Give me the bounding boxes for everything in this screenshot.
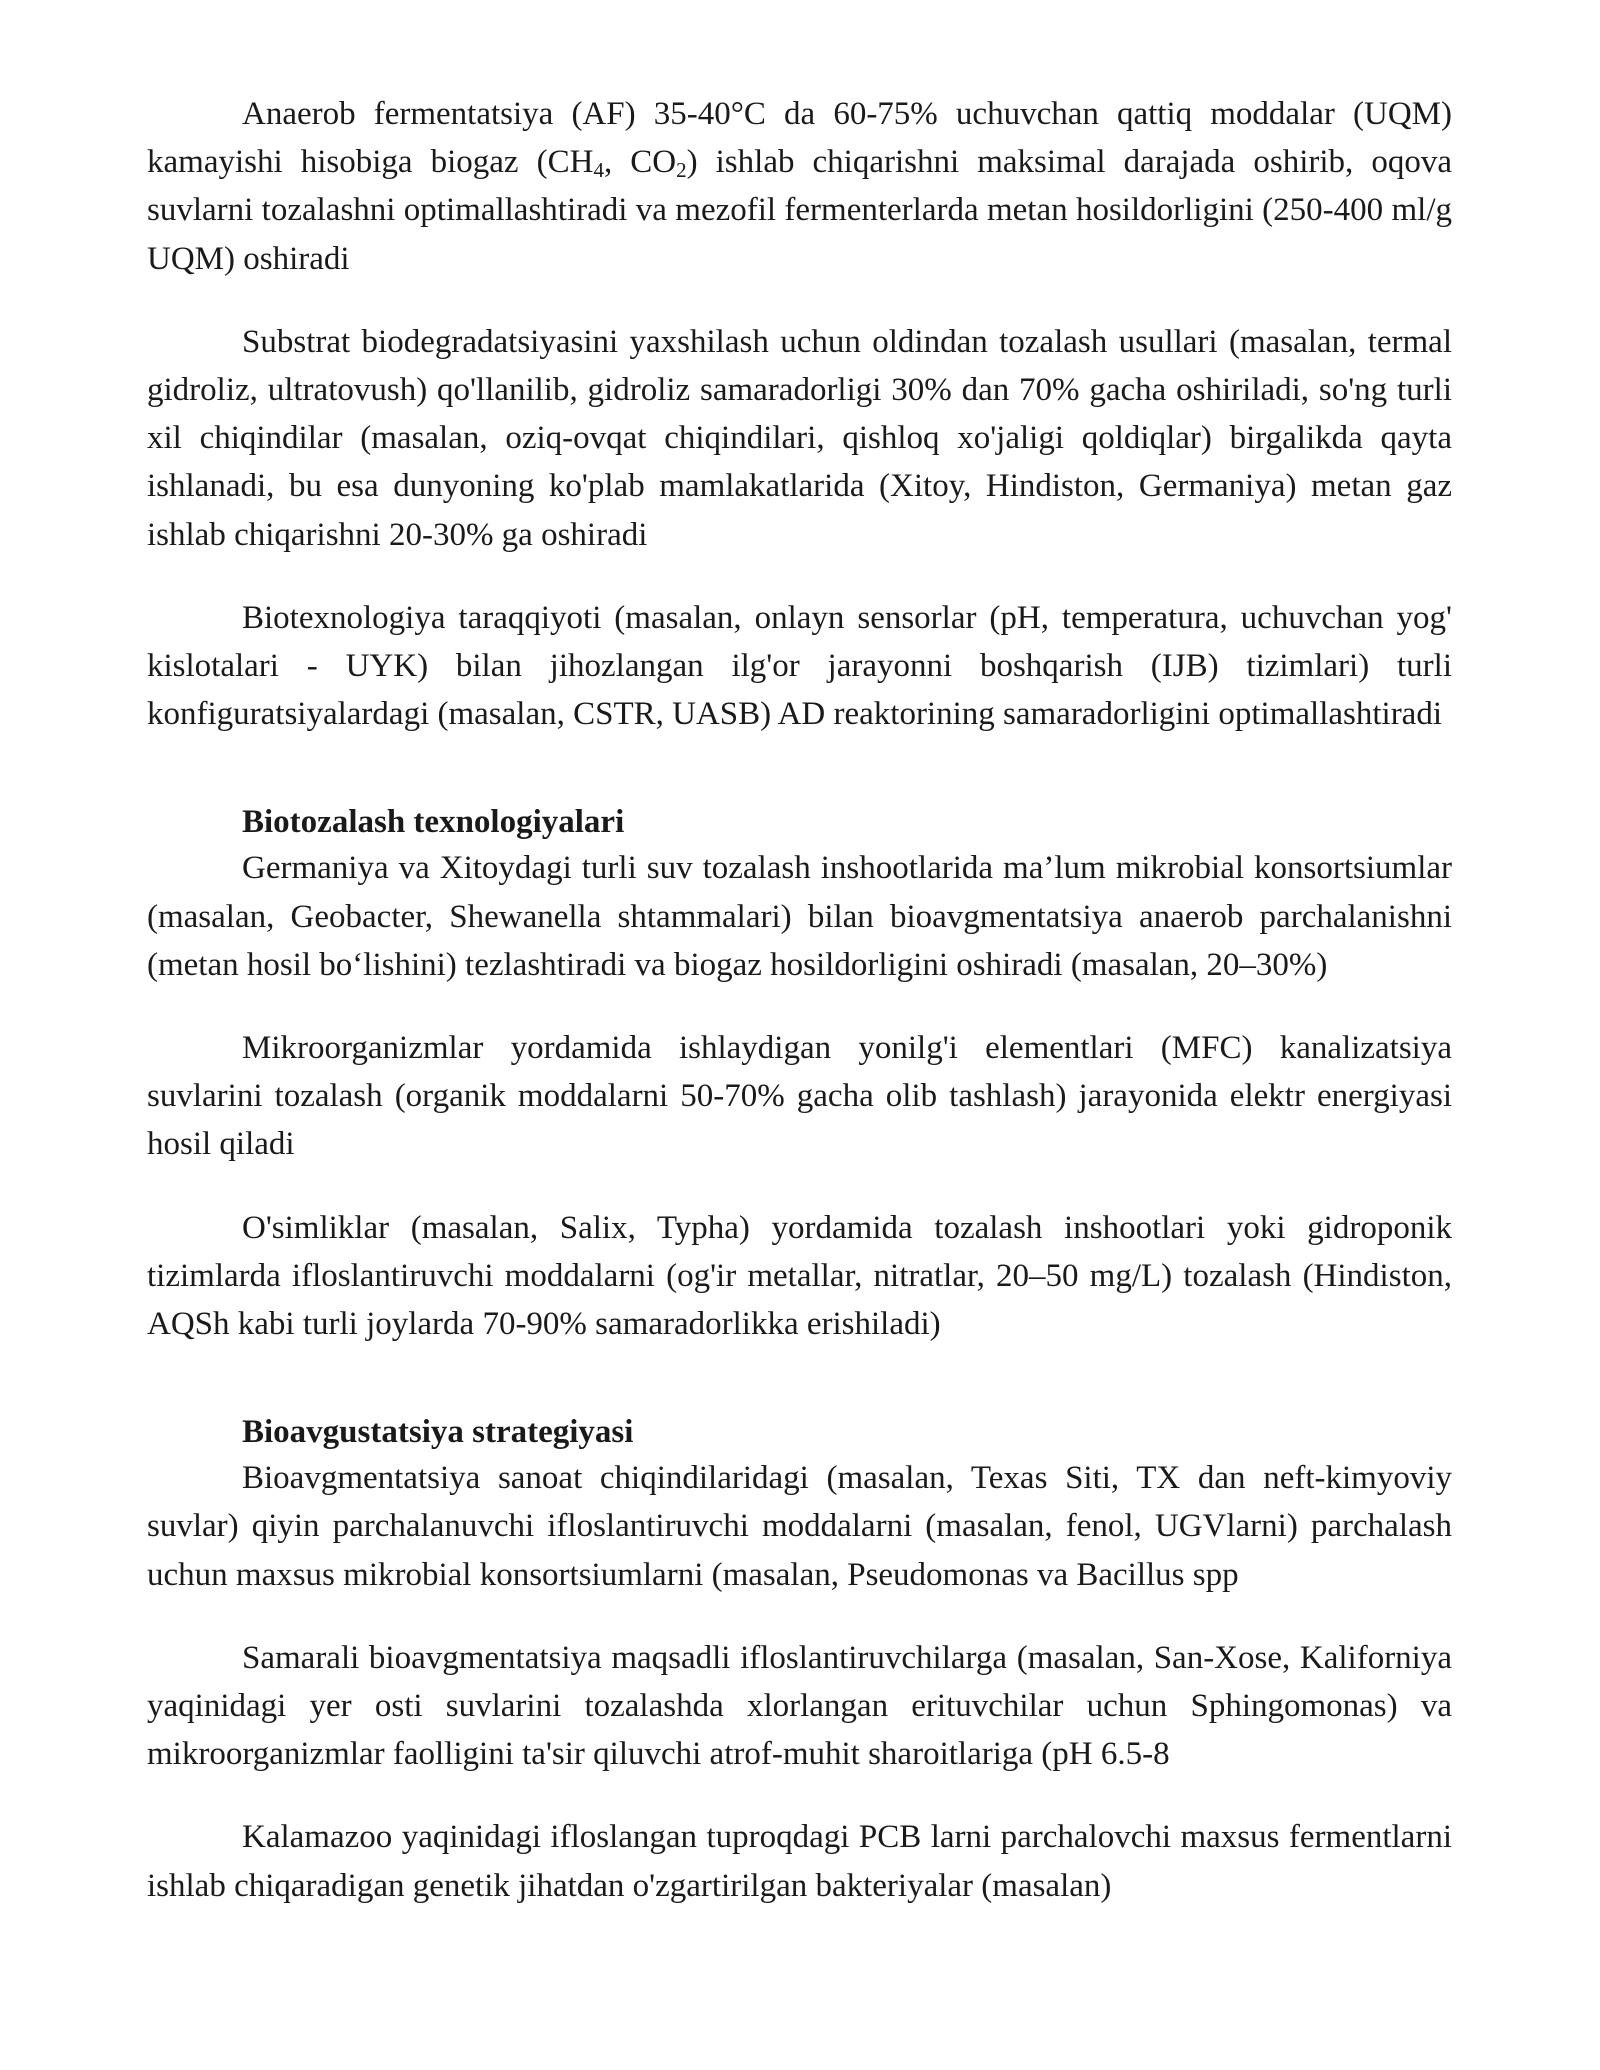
subscript-4: 4 [593,158,604,183]
paragraph-mfc: Mikroorganizmlar yordamida ishlaydigan yonilg'i elementlari (MFC) kanalizatsiya suvlarini tozalash (organik moddalarni 50-70% gacha olib tashlash) jarayonida elektr energiyasi hosil qiladi [147,1030,1452,1163]
paragraph-bioaugmentation-germany: Germaniya va Xitoydagi turli suv tozalash inshootlarida ma’lum mikrobial konsortsiumlar (masalan, Geobacter, Shewanella shtammalari) bilan bioavgmentatsiya anaerob parchalanishni (metan hosil bo‘lishini) tezlashtiradi va biogaz hosildorligini oshiradi (masalan, 20–30%) [147,850,1452,983]
document-page [147,90,1452,1945]
section-heading-bioaugmentation-strategy: Bioavgustatsiya strategiyasi [242,1414,634,1451]
section-heading-biotreatment: Biotozalash texnologiyalari [242,804,625,841]
paragraph-pretreatment: Substrat biodegradatsiyasini yaxshilash uchun oldindan tozalash usullari (masalan, termal gidroliz, ultratovush) qo'llanilib, gidroliz samaradorligi 30% dan 70% gacha oshiriladi, so'ng turli xil chiqindilar (masalan, oziq-ovqat chiqindilari, qishloq xo'jaligi qoldiqlar) birgalikda qayta ishlanadi, bu esa dunyoning ko'plab mamlakatlarida (Xitoy, Hindiston, Germaniya) metan gaz ishlab chiqarishni 20-30% ga oshiradi [147,323,1452,553]
paragraph-text: Anaerob fermentatsiya (AF) 35-40°C da 60-75% uchuvchan qattiq moddalar (UQM) kamayishi hisobiga biogaz (CH [147,96,1452,181]
paragraph-effective-bioaugmentation: Samarali bioavgmentatsiya maqsadli ifloslantiruvchilarga (masalan, San-Xose, Kaliforniya yaqinidagi yer osti suvlarini tozalashda xlorlangan erituvchilar uchun Sphingomonas) va mikroorganizmlar faolligini ta'sir qiluvchi atrof-muhit sharoitlariga (pH 6.5-8 [147,1639,1452,1773]
paragraph-anaerobic-fermentation [147,90,1452,283]
subscript-2: 2 [676,158,687,183]
paragraph-phytoremediation: O'simliklar (masalan, Salix, Typha) yordamida tozalash inshootlari yoki gidroponik tizimlarda ifloslantiruvchi moddalarni (og'ir metallar, nitratlar, 20–50 mg/L) tozalash (Hindiston, AQSh kabi turli joylarda 70-90% samaradorlikka erishiladi) [147,1209,1452,1343]
paragraph-biotech-progress: Biotexnologiya taraqqiyoti (masalan, onlayn sensorlar (pH, temperatura, uchuvchan yog' kislotalari - UYK) bilan jihozlangan ilg'or jarayonni boshqarish (IJB) tizimlari) turli konfiguratsiyalardagi (masalan, CSTR, UASB) AD reaktorining samaradorligini optimallashtiradi [147,599,1452,733]
paragraph-industrial-waste: Bioavgmentatsiya sanoat chiqindilaridagi (masalan, Texas Siti, TX dan neft-kimyoviy suvlar) qiyin parchalanuvchi ifloslantiruvchi moddalarni (masalan, fenol, UGVlarni) parchalash uchun maxsus mikrobial konsortsiumlarni (masalan, Pseudomonas va Bacillus spp [147,1460,1452,1593]
paragraph-text: ) ishlab chiqarishni maksimal darajada oshirib, oqova suvlarni tozalashni optimallashtiradi va mezofil fermenterlarda metan hosildorligini (250-400 ml/g UQM) oshiradi [147,144,1452,277]
paragraph-text: , CO [603,144,677,181]
paragraph-kalamazoo: Kalamazoo yaqinidagi ifloslangan tuproqdagi PCB larni parchalovchi maxsus fermentlarni ishlab chiqaradigan genetik jihatdan o'zgartirilgan bakteriyalar (masalan) [147,1819,1452,1904]
